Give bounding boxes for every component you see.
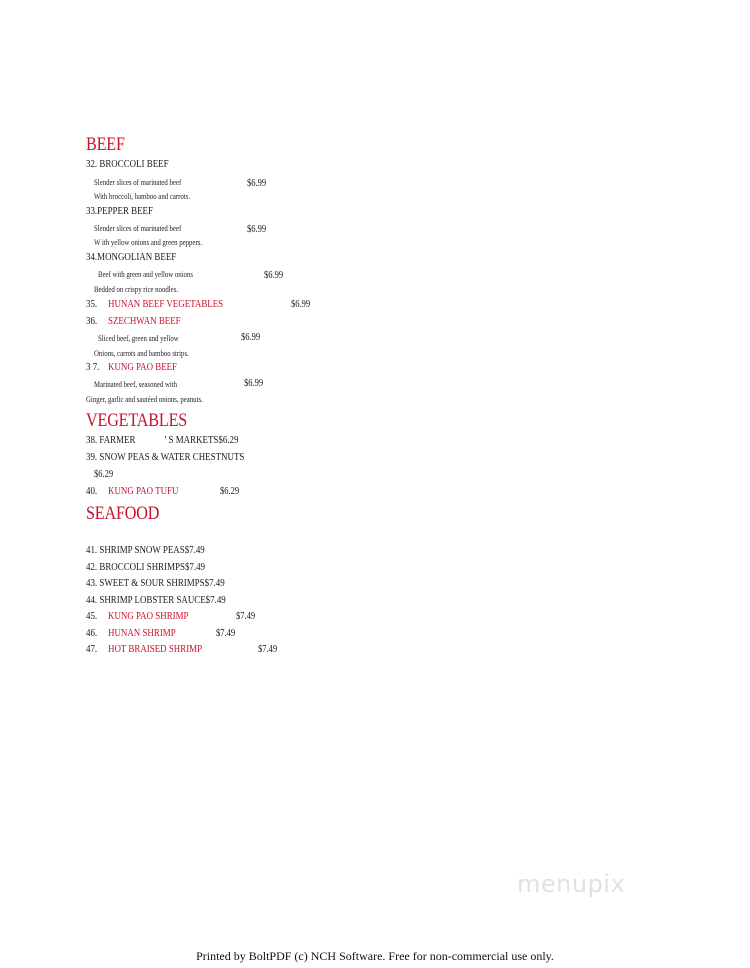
menu-item-price: $6.29 — [94, 469, 114, 480]
menu-item-number: 45. — [86, 611, 98, 622]
print-footer: Printed by BoltPDF (c) NCH Software. Free for non-commercial use only. — [196, 949, 554, 963]
menu-item-number: 46. — [86, 628, 98, 639]
menu-item-number: 35. — [86, 299, 98, 310]
menu-item-name: KUNG PAO BEEF — [108, 362, 178, 373]
menu-item-desc: Ginger, garlic and sautéed onions, peanuts. — [86, 395, 203, 404]
menu-item-desc: Bedded on crispy rice noodles. — [94, 285, 179, 294]
menu-item-name: 44. SHRIMP LOBSTER SAUCE$7.49 — [86, 595, 226, 606]
menu-item-desc: With broccoli, bamboo and carrots. — [94, 192, 191, 201]
menu-item-desc: Marinated beef, seasoned with — [94, 380, 178, 389]
menu-item-number: 40. — [86, 486, 98, 497]
menu-item-name: 41. SHRIMP SNOW PEAS$7.49 — [86, 545, 205, 556]
menu-item-desc: Slender slices of marinated beef — [94, 224, 182, 233]
watermark-logo: menupix — [517, 870, 626, 898]
section-title-beef: BEEF — [86, 134, 125, 155]
menu-item-desc: Slender slices of marinated beef — [94, 178, 182, 187]
menu-item-price: $7.49 — [216, 628, 236, 639]
menu-item-price: $6.99 — [247, 224, 267, 235]
menu-item-price: $7.49 — [236, 611, 256, 622]
menu-item-name: SZECHWAN BEEF — [108, 316, 181, 327]
menu-item-number: 47. — [86, 644, 98, 655]
menu-item-number: 3 7. — [86, 362, 100, 373]
menu-item-price: $6.29 — [220, 486, 240, 497]
menu-item-number: 36. — [86, 316, 98, 327]
menu-item-name: 34.MONGOLIAN BEEF — [86, 252, 177, 263]
menu-item-price: $6.99 — [241, 332, 261, 343]
menu-item-desc: W ith yellow onions and green peppers. — [94, 238, 203, 247]
menu-item-name: HUNAN SHRIMP — [108, 628, 176, 639]
menu-item-name: 32. BROCCOLI BEEF — [86, 159, 169, 170]
menu-item-name: 42. BROCCOLI SHRIMPS$7.49 — [86, 562, 206, 573]
menu-item-price: $6.99 — [264, 270, 284, 281]
menu-item-name: KUNG PAO TUFU — [108, 486, 179, 497]
menu-item-name: 33.PEPPER BEEF — [86, 206, 153, 217]
menu-item-name: HOT BRAISED SHRIMP — [108, 644, 203, 655]
menu-item-price: $6.99 — [244, 378, 264, 389]
menu-item-price: $6.99 — [291, 299, 311, 310]
menu-item-desc: Sliced beef, green and yellow — [98, 334, 179, 343]
menu-item-name: 38. FARMER — [86, 435, 136, 446]
menu-item-name: KUNG PAO SHRIMP — [108, 611, 189, 622]
menu-item-price: $6.99 — [247, 178, 267, 189]
menu-item-desc: Beef with green and yellow onions — [98, 270, 193, 279]
menu-item-name: HUNAN BEEF VEGETABLES — [108, 299, 224, 310]
menu-item-name: 39. SNOW PEAS & WATER CHESTNUTS — [86, 452, 245, 463]
menu-item-desc: Onions, carrots and bamboo strips. — [94, 349, 189, 358]
section-title-vegetables: VEGETABLES — [86, 410, 188, 431]
section-title-seafood: SEAFOOD — [86, 503, 160, 524]
menu-item-price: $7.49 — [258, 644, 278, 655]
menu-item-name: ’ S MARKETS$6.29 — [164, 435, 239, 446]
menu-item-name: 43. SWEET & SOUR SHRIMPS$7.49 — [86, 578, 225, 589]
